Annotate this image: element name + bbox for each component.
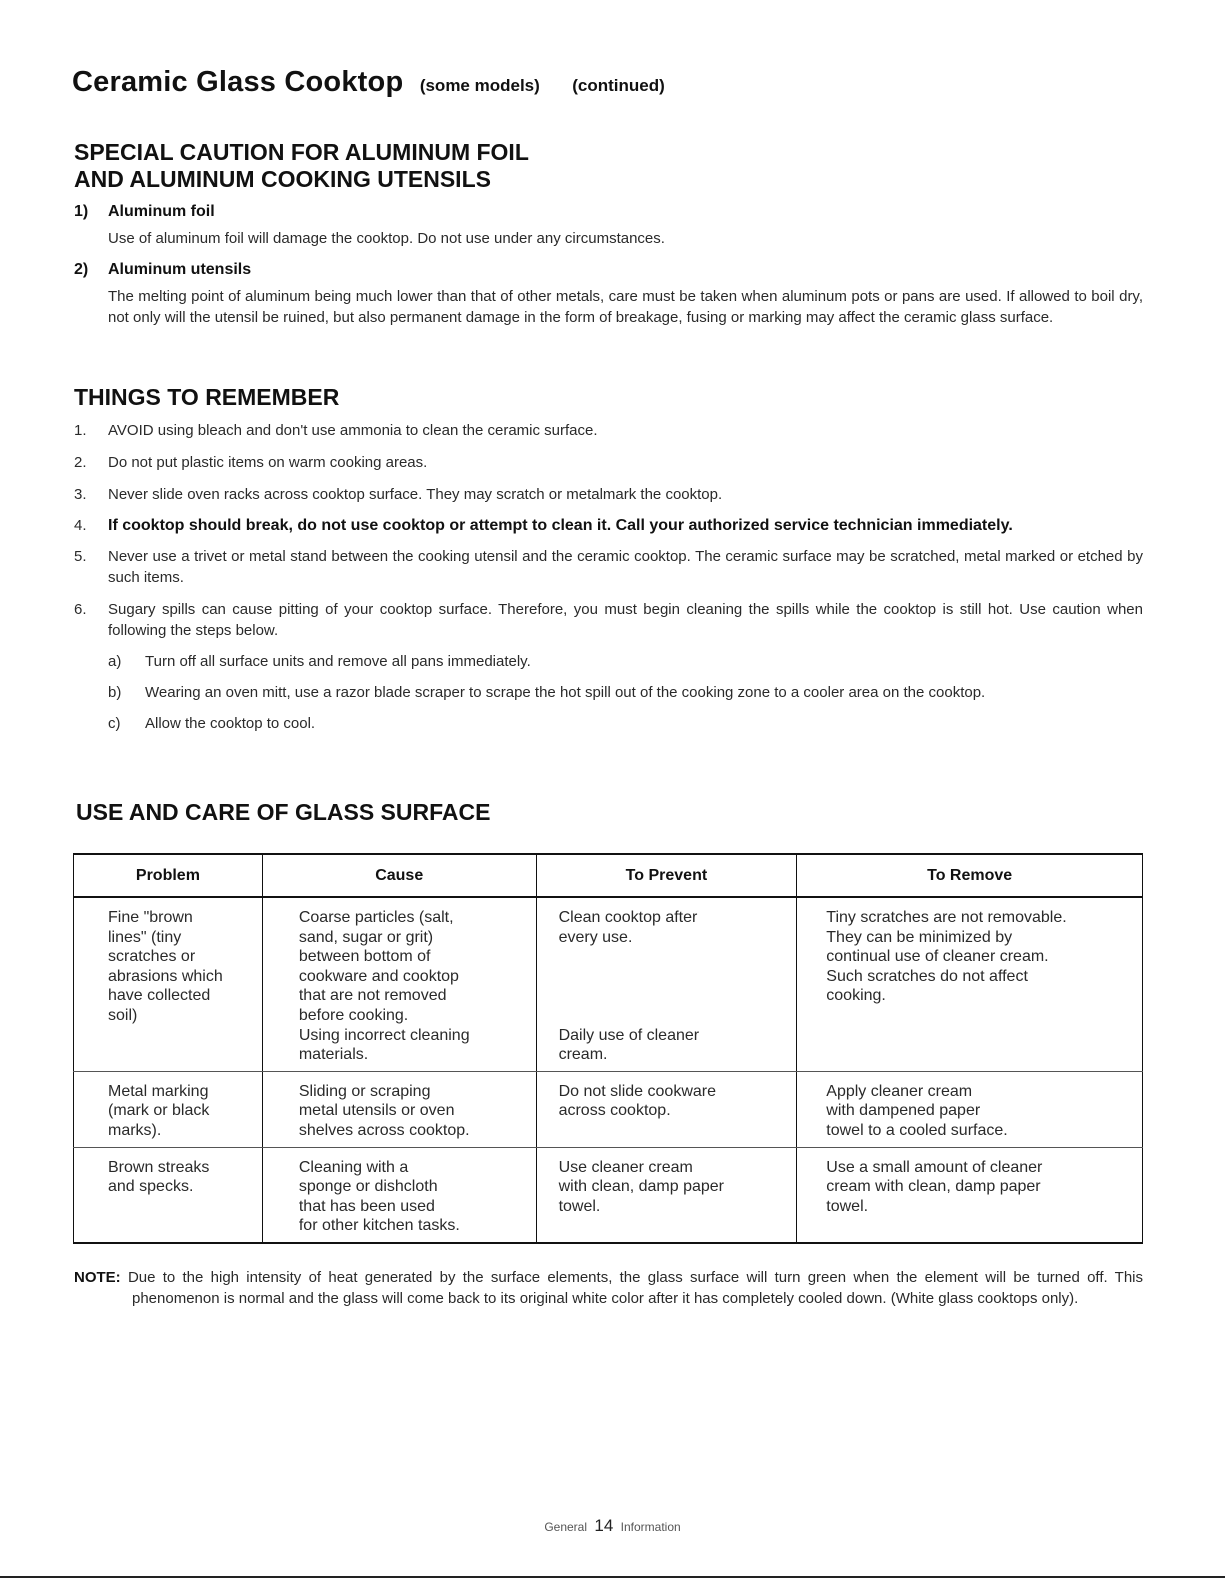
cell-line: Such scratches do not affect xyxy=(826,967,1028,985)
cell-line: have collected xyxy=(108,987,211,1005)
remember-item-3-num: 3. xyxy=(74,486,87,503)
cell-line: Use cleaner cream xyxy=(558,1158,693,1176)
cell-line: every use. xyxy=(558,928,633,946)
cell-line: abrasions which xyxy=(108,967,223,985)
cell-line: cooking. xyxy=(826,987,886,1005)
cell-line: before cooking. xyxy=(298,1006,409,1024)
remember-heading: THINGS TO REMEMBER xyxy=(74,384,340,410)
remember-item-3-text: Never slide oven racks across cooktop surface. They may scratch or metalmark the cooktop. xyxy=(108,486,723,503)
cell-line: Coarse particles (salt, xyxy=(298,909,454,926)
cell-line: Do not slide cookware xyxy=(558,1082,716,1100)
cell-line: Using incorrect cleaning xyxy=(298,1026,470,1044)
title-main: Ceramic Glass Cooktop xyxy=(72,66,404,98)
page-title xyxy=(72,66,665,99)
title-continued: (continued) xyxy=(572,76,665,95)
column-header-cause: Cause xyxy=(262,854,536,897)
cell-line: Tiny scratches are not removable. xyxy=(826,909,1067,926)
cell-line: Sliding or scraping xyxy=(298,1082,431,1100)
cell-line: cookware and cooktop xyxy=(298,967,459,985)
remember-item-6-num: 6. xyxy=(74,601,87,618)
cell-cause xyxy=(262,1071,536,1147)
remember-item-4-num: 4. xyxy=(74,517,87,534)
cell-line: Metal marking xyxy=(108,1082,209,1100)
title-models-note: (some models) xyxy=(419,76,540,95)
cell-line: Use a small amount of cleaner xyxy=(826,1158,1043,1176)
remember-subitem-b-text: Wearing an oven mitt, use a razor blade scraper to scrape the hot spill out of the cooking zone to a cooler area on the cooktop. xyxy=(145,684,986,701)
remember-item-1-text: AVOID using bleach and don't use ammonia to clean the ceramic surface. xyxy=(108,422,598,439)
caution-item-1-num: 1) xyxy=(74,203,89,220)
page-number: 14 xyxy=(594,1516,614,1535)
caution-item-1-label: Aluminum foil xyxy=(108,203,215,220)
column-header-problem: Problem xyxy=(74,854,263,897)
cell-line: Clean cooktop after xyxy=(558,909,698,926)
remember-item-1-num: 1. xyxy=(74,422,87,439)
remember-item-5-num: 5. xyxy=(74,548,87,565)
remember-item-2-text: Do not put plastic items on warm cooking areas. xyxy=(108,454,428,471)
cell-line: (mark or black xyxy=(108,1102,210,1120)
cell-line: Daily use of cleaner xyxy=(558,1026,700,1044)
cell-remove xyxy=(797,897,1143,1071)
caution-heading xyxy=(74,139,529,193)
remember-item-2-num: 2. xyxy=(74,454,87,471)
cell-line: for other kitchen tasks. xyxy=(298,1217,460,1235)
cell-prevent xyxy=(536,1147,797,1243)
note-text: Due to the high intensity of heat generated by the surface elements, the glass surface will turn green when the element will be turned off. This phenomenon is normal and the glass will come back to its original white color after it has completely cooled down. (White glass cooktops only). xyxy=(127,1269,1143,1307)
cell-line: lines" (tiny xyxy=(108,928,182,946)
cell-line: Brown streaks xyxy=(108,1158,210,1176)
remember-subitem-a-letter: a) xyxy=(108,653,122,670)
cell-prevent xyxy=(536,897,797,1071)
column-header-prevent: To Prevent xyxy=(536,854,797,897)
cell-line: that has been used xyxy=(298,1197,435,1215)
caution-item-2-label: Aluminum utensils xyxy=(108,261,252,278)
bottom-rule xyxy=(0,1576,1225,1578)
cell-remove xyxy=(797,1147,1143,1243)
note xyxy=(74,1268,1143,1309)
remember-item-6-text: Sugary spills can cause pitting of your cooktop surface. Therefore, you must begin cleaning the spills while the cooktop is still hot. Use caution when following the steps below. xyxy=(108,601,1143,639)
cell-line: materials. xyxy=(298,1046,369,1064)
cell-line: with dampened paper xyxy=(826,1102,981,1120)
column-header-remove: To Remove xyxy=(797,854,1143,897)
cell-problem xyxy=(74,1071,263,1147)
cell-prevent xyxy=(536,1071,797,1147)
cell-problem xyxy=(74,1147,263,1243)
cell-line: soil) xyxy=(108,1006,138,1024)
care-table xyxy=(73,853,1143,1244)
care-heading: USE AND CARE OF GLASS SURFACE xyxy=(76,799,491,825)
cell-line: continual use of cleaner cream. xyxy=(826,948,1049,966)
cell-line: sand, sugar or grit) xyxy=(298,928,434,946)
cell-problem xyxy=(74,897,263,1071)
cell-line: scratches or xyxy=(108,948,196,966)
care-table-header-row xyxy=(74,854,1143,897)
cell-cause xyxy=(262,897,536,1071)
caution-item-2-text: The melting point of aluminum being much lower than that of other metals, care must be taken when aluminum pots or pans are used. If allowed to boil dry, not only will the utensil be ruined, but also permanent damage in the form of breakage, fusing or marking may affect the ceramic glass surface. xyxy=(108,288,1143,326)
table-row xyxy=(74,1147,1143,1243)
caution-item-1-text: Use of aluminum foil will damage the cooktop. Do not use under any circumstances. xyxy=(108,230,665,247)
cell-line: and specks. xyxy=(108,1178,194,1196)
page-footer xyxy=(0,1516,1225,1536)
cell-line: Cleaning with a xyxy=(298,1158,409,1176)
cell-line: that are not removed xyxy=(298,987,447,1005)
table-row xyxy=(74,1071,1143,1147)
cell-line: They can be minimized by xyxy=(826,928,1013,946)
cell-line: towel. xyxy=(558,1197,601,1215)
cell-line: between bottom of xyxy=(298,948,431,966)
note-body xyxy=(74,1268,1143,1309)
caution-heading-line1: SPECIAL CAUTION FOR ALUMINUM FOIL xyxy=(74,139,529,165)
caution-item-2-num: 2) xyxy=(74,261,89,278)
cell-cause xyxy=(262,1147,536,1243)
cell-line: towel. xyxy=(826,1197,869,1215)
remember-item-4-text: If cooktop should break, do not use cooktop or attempt to clean it. Call your authorized service technician immediately. xyxy=(108,517,1013,534)
remember-subitem-b-letter: b) xyxy=(108,684,122,701)
cell-line: Apply cleaner cream xyxy=(826,1082,973,1100)
cell-line: cream with clean, damp paper xyxy=(826,1178,1041,1196)
remember-item-5-text: Never use a trivet or metal stand between the cooking utensil and the ceramic cooktop. The ceramic surface may be scratched, metal marked or etched by such items. xyxy=(108,548,1143,586)
cell-line: cream. xyxy=(558,1046,608,1064)
cell-remove xyxy=(797,1071,1143,1147)
footer-right: Information xyxy=(620,1520,681,1534)
note-label: NOTE: xyxy=(74,1269,121,1286)
cell-line: shelves across cooktop. xyxy=(298,1121,470,1139)
cell-line: across cooktop. xyxy=(558,1102,671,1120)
cell-line: sponge or dishcloth xyxy=(298,1178,438,1196)
cell-line: marks). xyxy=(108,1121,162,1139)
remember-subitem-c-text: Allow the cooktop to cool. xyxy=(145,715,316,732)
footer-left: General xyxy=(544,1520,588,1534)
caution-heading-line2: AND ALUMINUM COOKING UTENSILS xyxy=(74,166,491,192)
cell-line: Fine "brown xyxy=(108,909,193,926)
table-row xyxy=(74,897,1143,1071)
remember-subitem-a-text: Turn off all surface units and remove all pans immediately. xyxy=(145,653,531,670)
cell-line: towel to a cooled surface. xyxy=(826,1121,1008,1139)
cell-line: with clean, damp paper xyxy=(558,1178,725,1196)
remember-subitem-c-letter: c) xyxy=(108,715,121,732)
cell-line: metal utensils or oven xyxy=(298,1102,455,1120)
